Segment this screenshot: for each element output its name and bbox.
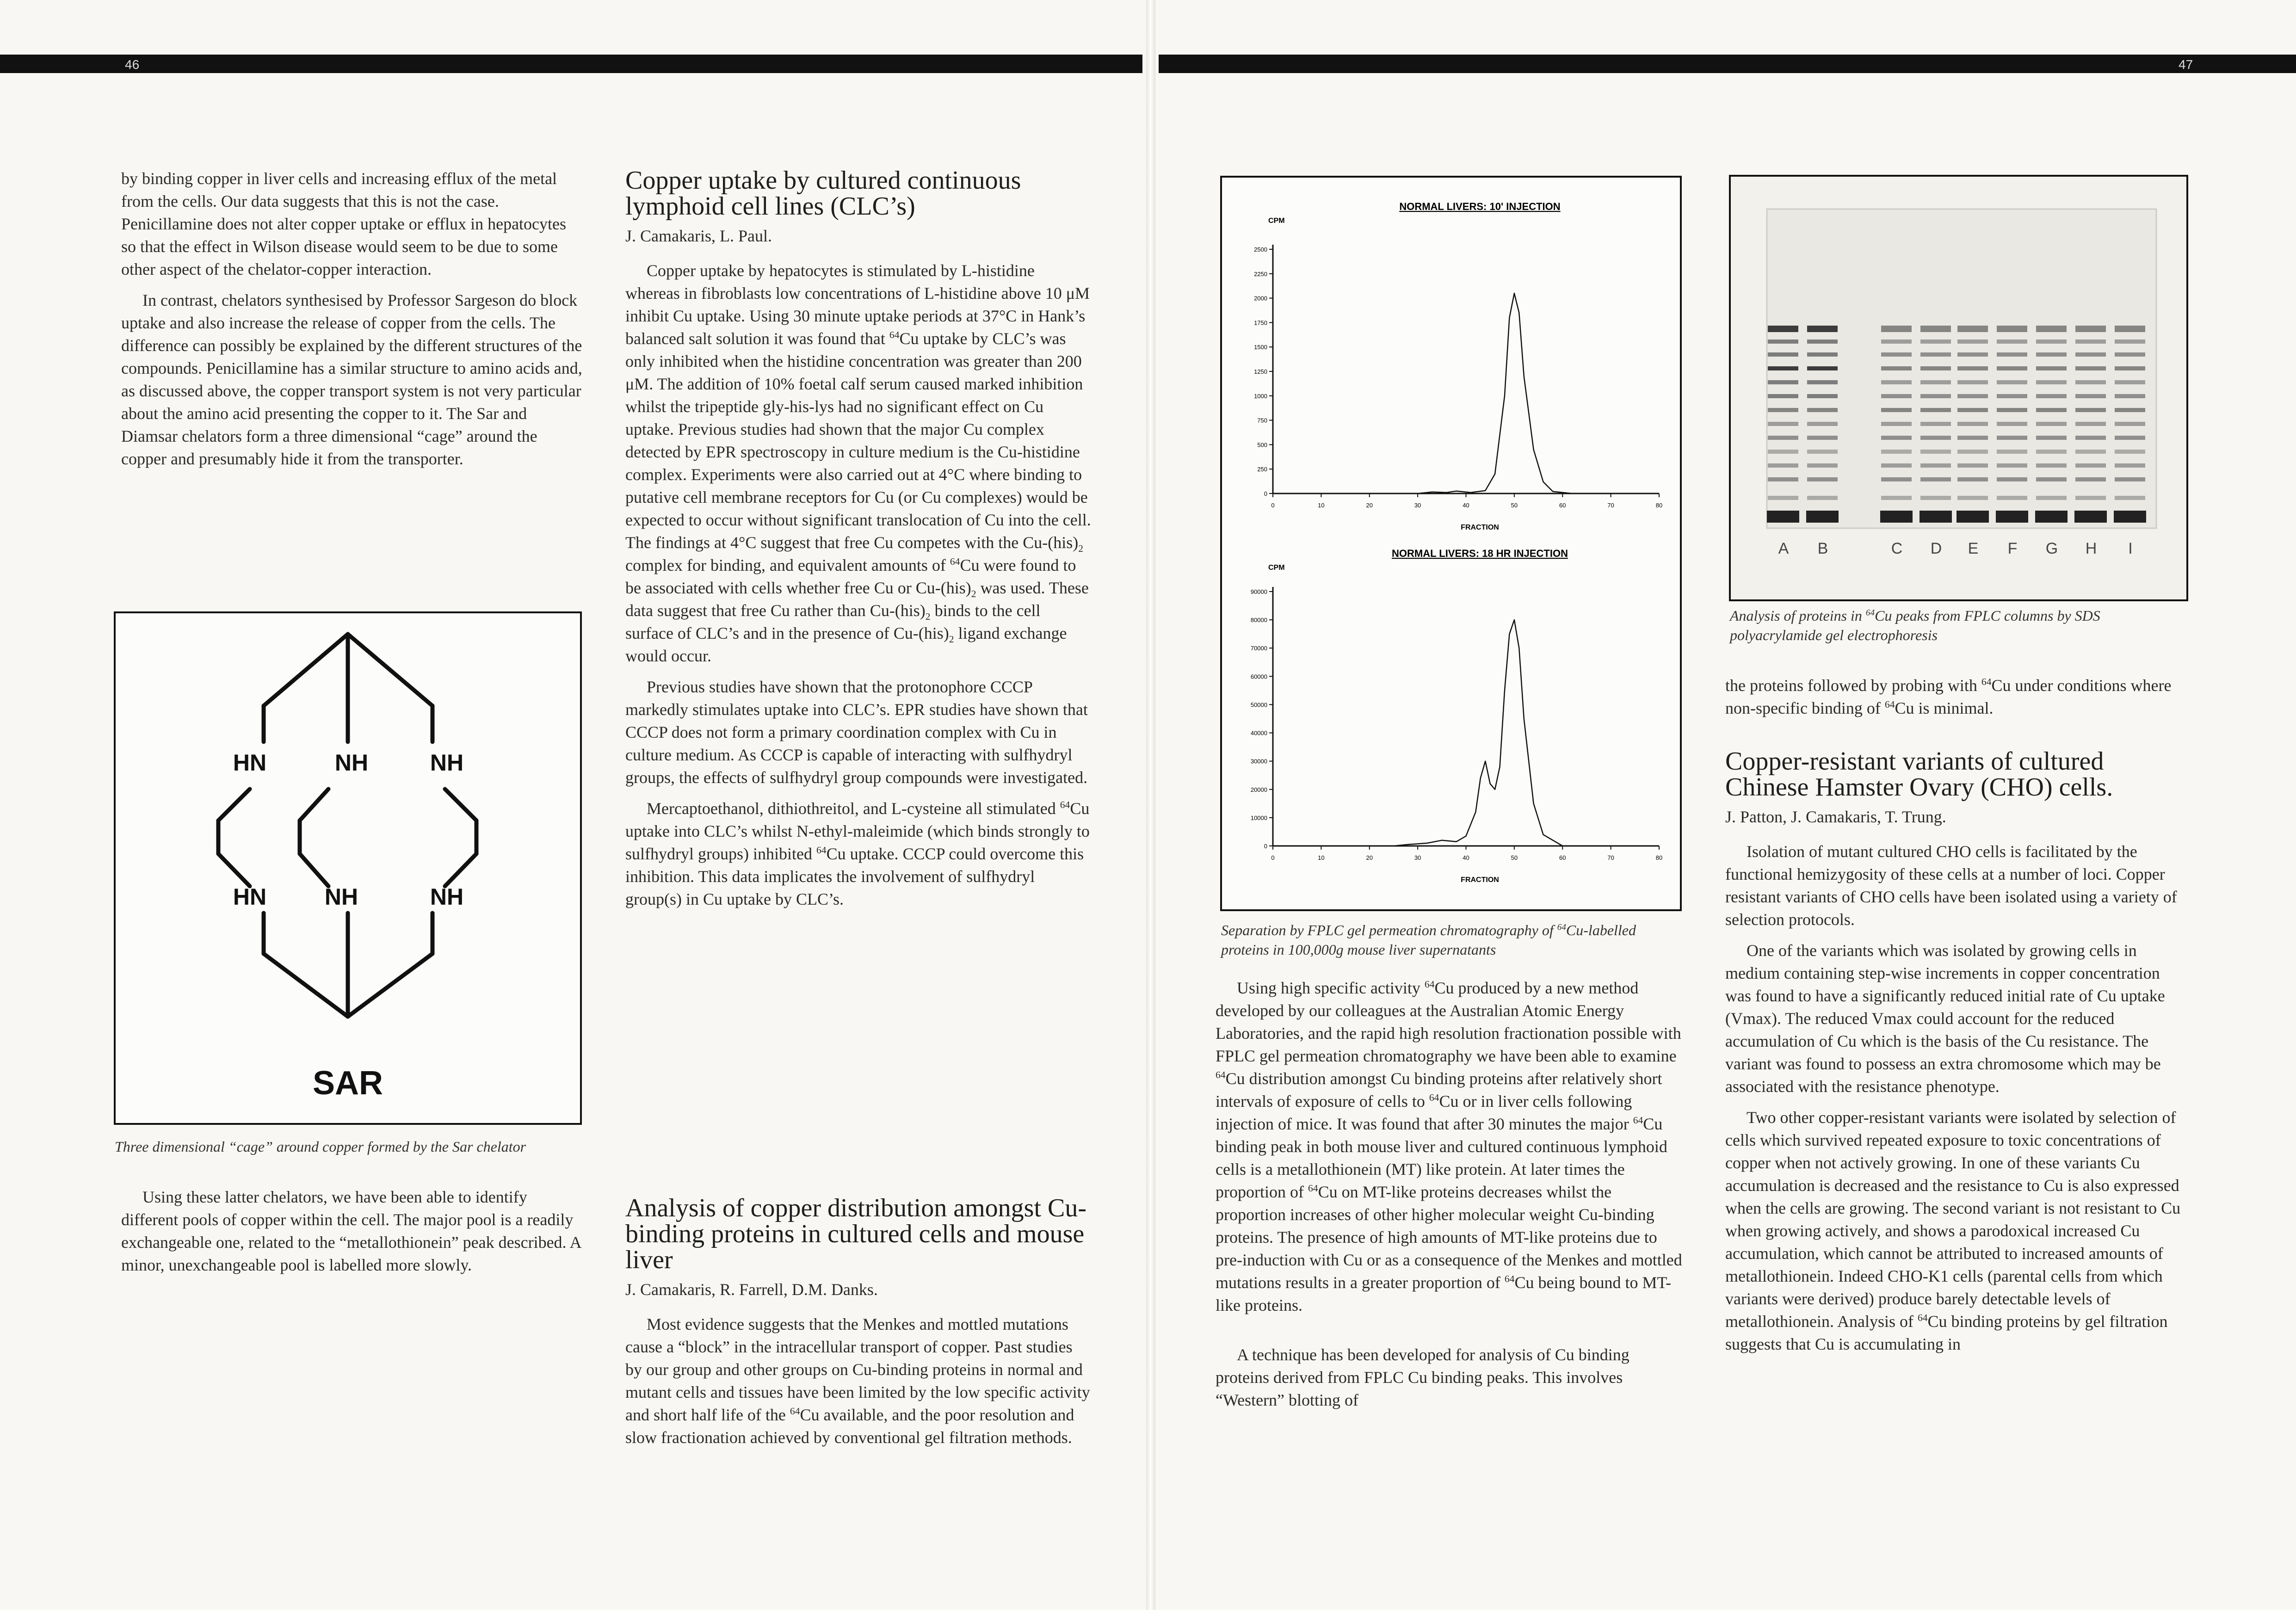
- gel-band: [1807, 436, 1838, 440]
- gel-band: [2036, 394, 2067, 398]
- gel-band: [1920, 496, 1951, 500]
- gel-figure: [1729, 175, 2188, 601]
- paragraph: Most evidence suggests that the Menkes and mottled mutations cause a “block” in the intracellular transport of copper. Past studies by our group and other groups on Cu-binding proteins in normal and mutant cells and tissues have been limited by the low specific activity and short half life of the $^{64}$Cu available, and the poor resolution and slow fractionation achieved by conventional gel filtration methods.: [625, 1315, 1090, 1447]
- gel-band: [1768, 339, 1798, 344]
- right-column-2: [1725, 674, 2188, 1356]
- x-tick-label: 50: [1511, 502, 1518, 509]
- gel-band: [1957, 394, 1988, 398]
- x-tick-label: 50: [1511, 854, 1518, 861]
- x-tick-label: 0: [1271, 502, 1275, 509]
- gel-band: [1920, 477, 1951, 481]
- gel-lane-label: F: [2007, 540, 2018, 557]
- y-tick-label: 500: [1257, 441, 1267, 449]
- gel-band: [1768, 477, 1798, 481]
- left-column-2: [625, 167, 1092, 911]
- gel-band: [1920, 326, 1951, 332]
- gel-band: [2075, 422, 2106, 426]
- gel-band: [1881, 380, 1912, 384]
- paragraph: Two other copper-resistant variants were isolated by selection of cells which survived repeated exposure to toxic concentrations of copper when not actively growing. In one of these variants Cu accumulation is decreased and the resistance to Cu is also expressed when the cells are growing. The second variant is not resistant to Cu when growing actively, and shows a parodoxical increased Cu accumulation, which cannot be attributed to increased amounts of metallothionein. Indeed CHO-K1 cells (parental cells from which variants were derived) produce barely detectable levels of metallothionein. Analysis of $^{64}$Cu binding proteins by gel filtration suggests that Cu is accumulating in: [1725, 1108, 2181, 1353]
- y-tick-label: 2000: [1254, 295, 1267, 302]
- gel-band: [1881, 477, 1912, 481]
- gel-band: [2115, 394, 2145, 398]
- gel-band: [1920, 380, 1951, 384]
- gel-dye-front: [2074, 511, 2107, 523]
- x-tick-label: 80: [1655, 854, 1663, 861]
- book-spine: [1146, 0, 1155, 1610]
- gel-band: [1997, 326, 2027, 332]
- gel-band: [2075, 477, 2106, 481]
- gel-band: [2036, 326, 2067, 332]
- gel-band: [2036, 422, 2067, 426]
- y-tick-label: 0: [1264, 843, 1267, 850]
- gel-band: [1768, 463, 1798, 468]
- label-nh-bottom-right: NH: [430, 884, 464, 910]
- gel-band: [1768, 422, 1798, 426]
- gel-band: [2075, 496, 2106, 500]
- gel-band: [2075, 326, 2106, 332]
- gel-band: [2115, 366, 2145, 370]
- bond: [300, 789, 328, 820]
- y-tick-label: 20000: [1250, 786, 1267, 793]
- gel-band: [1881, 339, 1912, 344]
- paragraph: Copper uptake by hepatocytes is stimulated by L-histidine whereas in fibroblasts low concentrations of L-histidine above 10 μM inhibit Cu uptake. Using 30 minute uptake periods at 37°C in Hank’s balanced salt solution it was found that $^{64}$Cu uptake by CLC’s was only inhibited when the histidine concentration was greater than 200 μM. The addition of 10% foetal calf serum caused marked inhibition whilst the tripeptide gly-his-lys had no significant effect on Cu uptake. Previous studies had shown that the major Cu complex detected by EPR spectroscopy in culture medium is the Cu-histidine complex. Experiments were also carried out at 4°C where binding to putative cell membrane receptors for Cu (or Cu complexes) would be expected to occur without significant translocation of Cu into the cell. The findings at 4°C suggest that free Cu competes with the $Cu-(his)_2$ complex for binding, and equivalent amounts of $^{64}$Cu were found to be associated with cells whether free Cu or $Cu-(his)_2$ was used. These data suggest that free Cu rather than $Cu-(his)_2$ binds to the cell surface of CLC’s and in the presence of $Cu-(his)_2$ ligand exchange would occur.: [625, 261, 1091, 665]
- gel-band: [1881, 326, 1912, 332]
- y-tick-label: 90000: [1250, 588, 1267, 595]
- gel-band: [2075, 366, 2106, 370]
- left-header-bar: [0, 55, 1142, 73]
- gel-band: [1881, 394, 1912, 398]
- gel-band: [1920, 450, 1951, 454]
- gel-band: [1881, 496, 1912, 500]
- left-column-1-bottom: [121, 1186, 584, 1277]
- y-tick-label: 70000: [1250, 645, 1267, 652]
- gel-band: [1997, 352, 2027, 357]
- gel-band: [1957, 339, 1988, 344]
- gel-band: [1807, 352, 1838, 357]
- bond: [445, 854, 476, 886]
- y-tick-label: 0: [1264, 490, 1267, 497]
- gel-band: [1807, 326, 1838, 332]
- y-tick-label: 80000: [1250, 617, 1267, 624]
- gel-lane-label: H: [2085, 540, 2097, 557]
- gel-band: [2036, 352, 2067, 357]
- gel-dye-front: [1767, 511, 1799, 523]
- gel-band: [1768, 496, 1798, 500]
- x-tick-label: 40: [1463, 502, 1469, 509]
- section-authors: J. Patton, J. Camakaris, T. Trung.: [1725, 808, 1946, 826]
- gel-band: [1997, 339, 2027, 344]
- gel-dye-front: [2114, 511, 2146, 523]
- gel-band: [2075, 408, 2106, 412]
- sar-title: SAR: [312, 1065, 383, 1102]
- y-axis-label: CPM: [1268, 564, 1285, 572]
- label-hn-top-left: HN: [233, 750, 267, 776]
- bond: [348, 634, 432, 706]
- gel-band: [1957, 366, 1988, 370]
- gel-band: [1920, 436, 1951, 440]
- gel-band: [2115, 436, 2145, 440]
- fplc-chart-caption: Separation by FPLC gel permeation chromatography of $^{64}$Cu-labelled proteins in 100,000g mouse liver supernatants: [1221, 922, 1636, 958]
- bond: [348, 954, 432, 1017]
- sar-cage-figure: [114, 611, 582, 1125]
- bond: [264, 954, 348, 1017]
- label-nh-top-right: NH: [430, 750, 464, 776]
- gel-lane-label: B: [1817, 540, 1828, 557]
- y-tick-label: 60000: [1250, 673, 1267, 680]
- x-axis-label: FRACTION: [1461, 876, 1499, 884]
- gel-band: [1881, 422, 1912, 426]
- label-nh-top-middle: NH: [334, 750, 369, 776]
- paragraph: Using these latter chelators, we have been able to identify different pools of copper within the cell. The major pool is a readily exchangeable one, related to the “metallothionein” peak described. A minor, unexchangeable pool is labelled more slowly.: [121, 1188, 581, 1274]
- gel-band: [1920, 394, 1951, 398]
- right-column-1: [1216, 977, 1683, 1412]
- paragraph: Using high specific activity $^{64}$Cu produced by a new method developed by our colleagues at the Australian Atomic Energy Laboratories, and the rapid high resolution fractionation possible with FPLC gel permeation chromatography we have been able to examine $^{64}$Cu distribution amongst Cu binding proteins after relatively short intervals of exposure of cells to $^{64}$Cu or in liver cells following injection of mice. It was found that after 30 minutes the major $^{64}$Cu binding peak in both mouse liver and cultured continuous lymphoid cells is a metallothionein (MT) like protein. At later times the proportion of $^{64}$Cu on MT-like proteins decreases whilst the proportion increases of other higher molecular weight Cu-binding proteins. The presence of high amounts of MT-like proteins due to pre-induction with Cu or as a consequence of the Menkes and mottled mutations results in a greater proportion of $^{64}$Cu being bound to MT-like proteins.: [1216, 979, 1682, 1314]
- y-tick-label: 1000: [1254, 392, 1267, 400]
- gel-band: [1920, 366, 1951, 370]
- gel-band: [1881, 352, 1912, 357]
- right-header-bar: [1159, 55, 2296, 73]
- gel-electrophoresis: [1731, 177, 2186, 599]
- bond: [300, 854, 328, 886]
- y-axis-label: CPM: [1268, 217, 1285, 225]
- gel-band: [1807, 422, 1838, 426]
- gel-band: [2075, 450, 2106, 454]
- paragraph: Mercaptoethanol, dithiothreitol, and L-cysteine all stimulated $^{64}$Cu uptake into CLC’s whilst N-ethyl-maleimide (which binds strongly to sulfhydryl groups) inhibited $^{64}$Cu uptake. CCCP could overcome this inhibition. This data implicates the involvement of sulfhydryl group(s) in Cu uptake by CLC’s.: [625, 799, 1090, 908]
- gel-band: [1997, 366, 2027, 370]
- gel-band: [1768, 408, 1798, 412]
- gel-lane-label: A: [1778, 540, 1789, 557]
- gel-band: [1768, 366, 1798, 370]
- gel-band: [2036, 496, 2067, 500]
- gel-band: [1920, 352, 1951, 357]
- gel-band: [2036, 366, 2067, 370]
- gel-band: [2115, 450, 2145, 454]
- x-tick-label: 60: [1559, 854, 1566, 861]
- x-tick-label: 30: [1414, 854, 1421, 861]
- sar-cage-diagram: [116, 613, 580, 1123]
- gel-band: [1957, 352, 1988, 357]
- gel-band: [1768, 436, 1798, 440]
- gel-lane-label: I: [2128, 540, 2133, 557]
- x-tick-label: 60: [1559, 502, 1566, 509]
- gel-band: [2036, 463, 2067, 468]
- gel-band: [1957, 463, 1988, 468]
- bond: [445, 789, 476, 820]
- gel-band: [1920, 408, 1951, 412]
- gel-band: [1881, 408, 1912, 412]
- gel-band: [2115, 422, 2145, 426]
- gel-band: [1997, 422, 2027, 426]
- section-authors: J. Camakaris, L. Paul.: [625, 227, 772, 245]
- y-tick-label: 2250: [1254, 270, 1267, 278]
- gel-band: [1807, 339, 1838, 344]
- section-heading: Copper-resistant variants of cultured Chinese Hamster Ovary (CHO) cells.: [1725, 747, 2113, 802]
- x-tick-label: 80: [1655, 502, 1663, 509]
- gel-band: [1997, 496, 2027, 500]
- y-tick-label: 50000: [1250, 701, 1267, 709]
- sar-figure-caption: Three dimensional “cage” around copper formed by the Sar chelator: [115, 1138, 526, 1155]
- page-number-left: 46: [125, 57, 140, 72]
- gel-band: [1997, 477, 2027, 481]
- gel-band: [1957, 496, 1988, 500]
- gel-band: [1957, 408, 1988, 412]
- paragraph: In contrast, chelators synthesised by Professor Sargeson do block uptake and also increase the release of copper from the cells. The difference can possibly be explained by the different structures of the compounds. Penicillamine has a similar structure to amino acids and, as discussed above, the copper transport system is not very particular about the amino acid presenting the copper to it. The Sar and Diamsar chelators form a three dimensional “cage” around the copper and presumably hide it from the transporter.: [121, 291, 582, 468]
- series-line: [1273, 620, 1659, 846]
- gel-band: [2036, 408, 2067, 412]
- gel-band: [2036, 339, 2067, 344]
- gel-band: [1920, 463, 1951, 468]
- gel-lane-label: G: [2045, 540, 2058, 557]
- gel-band: [1807, 496, 1838, 500]
- gel-band: [1997, 463, 2027, 468]
- gel-band: [1807, 450, 1838, 454]
- gel-dye-front: [1957, 511, 1989, 523]
- paragraph: A technique has been developed for analysis of Cu binding proteins derived from FPLC Cu binding peaks. This involves “Western” blotting of: [1216, 1345, 1629, 1409]
- paragraph: Isolation of mutant cultured CHO cells is facilitated by the functional hemizygosity of these cells at a number of loci. Copper resistant variants of CHO cells have been isolated using a variety of selection protocols.: [1725, 842, 2177, 929]
- gel-band: [2115, 326, 2145, 332]
- gel-lane-label: E: [1968, 540, 1979, 557]
- gel-band: [1957, 450, 1988, 454]
- gel-band: [1768, 394, 1798, 398]
- paragraph: Previous studies have shown that the protonophore CCCP markedly stimulates uptake into CLC’s. EPR studies have shown that CCCP does not form a primary coordination complex with Cu in culture medium. As CCCP is capable of interacting with sulfhydryl groups, the effects of sulfhydryl group compounds were investigated.: [625, 678, 1088, 787]
- gel-band: [2115, 339, 2145, 344]
- gel-dye-front: [1806, 511, 1839, 523]
- gel-band: [1920, 422, 1951, 426]
- y-tick-label: 750: [1257, 417, 1267, 424]
- section-heading: Analysis of copper distribution amongst Cu-binding proteins in cultured cells and mouse liver: [625, 1194, 1087, 1274]
- y-tick-label: 1750: [1254, 319, 1267, 327]
- gel-band: [2115, 496, 2145, 500]
- gel-band: [2036, 450, 2067, 454]
- gel-band: [2075, 352, 2106, 357]
- gel-caption: Analysis of proteins in $^{64}$Cu peaks from FPLC columns by SDS polyacrylamide gel electrophoresis: [1730, 607, 2100, 643]
- gel-band: [1807, 477, 1838, 481]
- y-tick-label: 1500: [1254, 344, 1267, 351]
- gel-band: [1957, 380, 1988, 384]
- gel-band: [1807, 380, 1838, 384]
- gel-band: [1768, 352, 1798, 357]
- x-tick-label: 20: [1366, 502, 1373, 509]
- x-axis-label: FRACTION: [1461, 524, 1499, 531]
- gel-band: [1881, 436, 1912, 440]
- gel-band: [1807, 463, 1838, 468]
- x-tick-label: 10: [1318, 854, 1325, 861]
- y-tick-label: 250: [1257, 466, 1267, 473]
- gel-band: [1957, 326, 1988, 332]
- gel-band: [1997, 436, 2027, 440]
- gel-band: [1920, 339, 1951, 344]
- gel-band: [1881, 450, 1912, 454]
- chart-title: NORMAL LIVERS: 10' INJECTION: [1399, 201, 1561, 212]
- fplc-charts: [1222, 178, 1680, 909]
- bond: [264, 634, 348, 706]
- gel-band: [1768, 380, 1798, 384]
- gel-dye-front: [2035, 511, 2068, 523]
- x-tick-label: 0: [1271, 854, 1275, 861]
- gel-band: [1881, 366, 1912, 370]
- gel-band: [2036, 380, 2067, 384]
- fplc-chart-figure: [1220, 176, 1682, 911]
- gel-band: [2075, 463, 2106, 468]
- gel-band: [1997, 450, 2027, 454]
- label-hn-bottom-left: HN: [233, 884, 267, 910]
- gel-band: [1957, 436, 1988, 440]
- x-tick-label: 30: [1414, 502, 1421, 509]
- paragraph: the proteins followed by probing with $^{64}$Cu under conditions where non-specific binding of $^{64}$Cu is minimal.: [1725, 676, 2172, 717]
- x-tick-label: 70: [1607, 854, 1614, 861]
- gel-band: [1768, 326, 1798, 332]
- label-nh-bottom-middle: NH: [324, 884, 358, 910]
- gel-dye-front: [1920, 511, 1952, 523]
- gel-band: [2036, 436, 2067, 440]
- y-tick-label: 10000: [1250, 814, 1267, 821]
- gel-band: [1807, 366, 1838, 370]
- y-tick-label: 2500: [1254, 246, 1267, 253]
- bond: [218, 854, 250, 886]
- gel-band: [2075, 339, 2106, 344]
- gel-band: [2115, 352, 2145, 357]
- gel-band: [1957, 477, 1988, 481]
- gel-lane-label: D: [1930, 540, 1942, 557]
- x-tick-label: 10: [1318, 502, 1325, 509]
- gel-band: [1957, 422, 1988, 426]
- gel-band: [1881, 463, 1912, 468]
- gel-lane-label: C: [1891, 540, 1903, 557]
- series-line: [1273, 293, 1659, 493]
- section-authors: J. Camakaris, R. Farrell, D.M. Danks.: [625, 1280, 878, 1299]
- gel-dye-front: [1996, 511, 2028, 523]
- gel-band: [1807, 394, 1838, 398]
- x-tick-label: 70: [1607, 502, 1614, 509]
- chart-title: NORMAL LIVERS: 18 HR INJECTION: [1392, 548, 1568, 559]
- gel-band: [2115, 463, 2145, 468]
- y-tick-label: 30000: [1250, 758, 1267, 765]
- y-tick-label: 40000: [1250, 729, 1267, 737]
- left-column-2-bottom: [625, 1195, 1092, 1449]
- gel-band: [1768, 450, 1798, 454]
- gel-band: [2115, 477, 2145, 481]
- gel-band: [1807, 408, 1838, 412]
- gel-band: [2115, 380, 2145, 384]
- gel-band: [2036, 477, 2067, 481]
- paragraph: One of the variants which was isolated by growing cells in medium containing step-wise increments in copper concentration was found to have a significantly reduced initial rate of Cu uptake (Vmax). The reduced Vmax could account for the reduced accumulation of Cu which is the basis of the Cu resistance. The variant was found to possess an extra chromosome which may be associated with the resistance phenotype.: [1725, 941, 2165, 1096]
- paragraph: by binding copper in liver cells and increasing efflux of the metal from the cells. Our data suggests that this is not the case. Penicillamine does not alter copper uptake or efflux in hepatocytes so that the effect in Wilson disease would seem to be due to some other aspect of the chelator-copper interaction.: [121, 169, 567, 278]
- x-tick-label: 40: [1463, 854, 1469, 861]
- gel-band: [1997, 394, 2027, 398]
- gel-band: [2075, 436, 2106, 440]
- page-number-right: 47: [2179, 57, 2193, 72]
- gel-band: [2115, 408, 2145, 412]
- bond: [218, 789, 250, 820]
- section-heading: Copper uptake by cultured continuous lymphoid cell lines (CLC’s): [625, 166, 1021, 221]
- gel-band: [1997, 408, 2027, 412]
- gel-dye-front: [1880, 511, 1913, 523]
- y-tick-label: 1250: [1254, 368, 1267, 375]
- gel-band: [1997, 380, 2027, 384]
- x-tick-label: 20: [1366, 854, 1373, 861]
- gel-band: [2075, 394, 2106, 398]
- gel-band: [2075, 380, 2106, 384]
- left-column-1: [121, 167, 584, 470]
